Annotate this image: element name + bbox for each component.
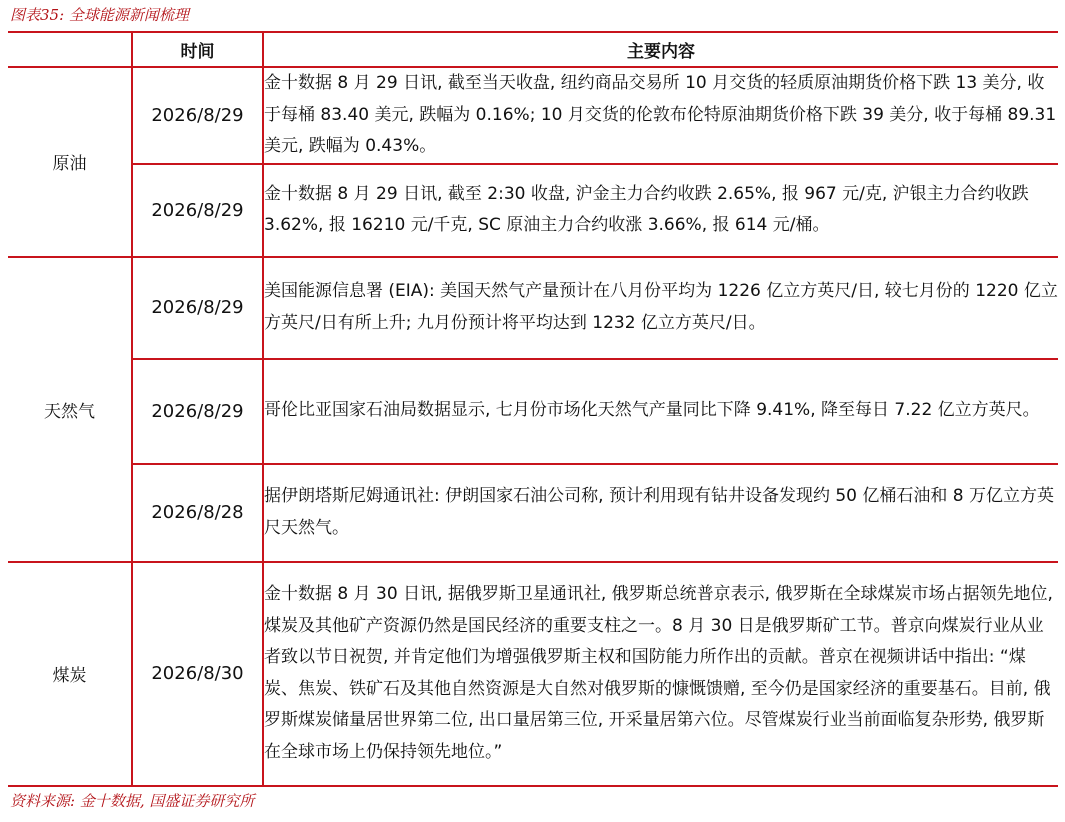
row-date: 2026/8/30 <box>132 562 263 786</box>
table-row <box>8 257 1058 359</box>
category-coal: 煤炭 <box>8 562 132 786</box>
row-date: 2026/8/28 <box>132 464 263 562</box>
row-content: 金十数据 8 月 29 日讯, 截至 2:30 收盘, 沪金主力合约收跌 2.65%, 报 967 元/克, 沪银主力合约收跌 3.62%, 报 16210 元/千克, SC 原油主力合约收涨 3.66%, 报 614 元/桶。 <box>263 164 1058 257</box>
source-note: 资料来源: 金十数据, 国盛证券研究所 <box>10 792 255 810</box>
figure-title: 图表35: 全球能源新闻梳理 <box>10 6 189 24</box>
category-crude-oil: 原油 <box>8 67 132 257</box>
table-row <box>8 359 1058 464</box>
table-row <box>8 464 1058 562</box>
header-time: 时间 <box>132 32 263 67</box>
row-content: 金十数据 8 月 29 日讯, 截至当天收盘, 纽约商品交易所 10 月交货的轻质原油期货价格下跌 13 美分, 收于每桶 83.40 美元, 跌幅为 0.16%; 10 月交货的伦敦布伦特原油期货价格下跌 39 美分, 收于每桶 89.31 美元, 跌幅为 0.43%。 <box>263 67 1058 164</box>
row-date: 2026/8/29 <box>132 257 263 359</box>
category-natural-gas: 天然气 <box>8 257 132 562</box>
table-row <box>8 562 1058 786</box>
row-content: 金十数据 8 月 30 日讯, 据俄罗斯卫星通讯社, 俄罗斯总统普京表示, 俄罗斯在全球煤炭市场占据领先地位, 煤炭及其他矿产资源仍然是国民经济的重要支柱之一。8 月 30 日是俄罗斯矿工节。普京向煤炭行业从业者致以节日祝贺, 并肯定他们为增强俄罗斯主权和国防能力所作出的贡献。普京在视频讲话中指出: “煤炭、焦炭、铁矿石及其他自然资源是大自然对俄罗斯的慷慨馈赠, 至今仍是国家经济的重要基石。目前, 俄罗斯煤炭储量居世界第二位, 出口量居第三位, 开采量居第六位。尽管煤炭行业当前面临复杂形势, 俄罗斯在全球市场上仍保持领先地位。” <box>263 562 1058 786</box>
header-content: 主要内容 <box>263 32 1058 67</box>
table-row <box>8 67 1058 164</box>
row-date: 2026/8/29 <box>132 359 263 464</box>
table-header-row <box>8 32 1058 67</box>
header-category <box>8 32 132 67</box>
row-content: 哥伦比亚国家石油局数据显示, 七月份市场化天然气产量同比下降 9.41%, 降至每日 7.22 亿立方英尺。 <box>263 359 1058 464</box>
row-date: 2026/8/29 <box>132 67 263 164</box>
table-row <box>8 164 1058 257</box>
row-content: 美国能源信息署 (EIA): 美国天然气产量预计在八月份平均为 1226 亿立方英尺/日, 较七月份的 1220 亿立方英尺/日有所上升; 九月份预计将平均达到 1232 亿立方英尺/日。 <box>263 257 1058 359</box>
row-date: 2026/8/29 <box>132 164 263 257</box>
energy-news-table <box>8 31 1058 787</box>
row-content: 据伊朗塔斯尼姆通讯社: 伊朗国家石油公司称, 预计利用现有钻井设备发现约 50 亿桶石油和 8 万亿立方英尺天然气。 <box>263 464 1058 562</box>
